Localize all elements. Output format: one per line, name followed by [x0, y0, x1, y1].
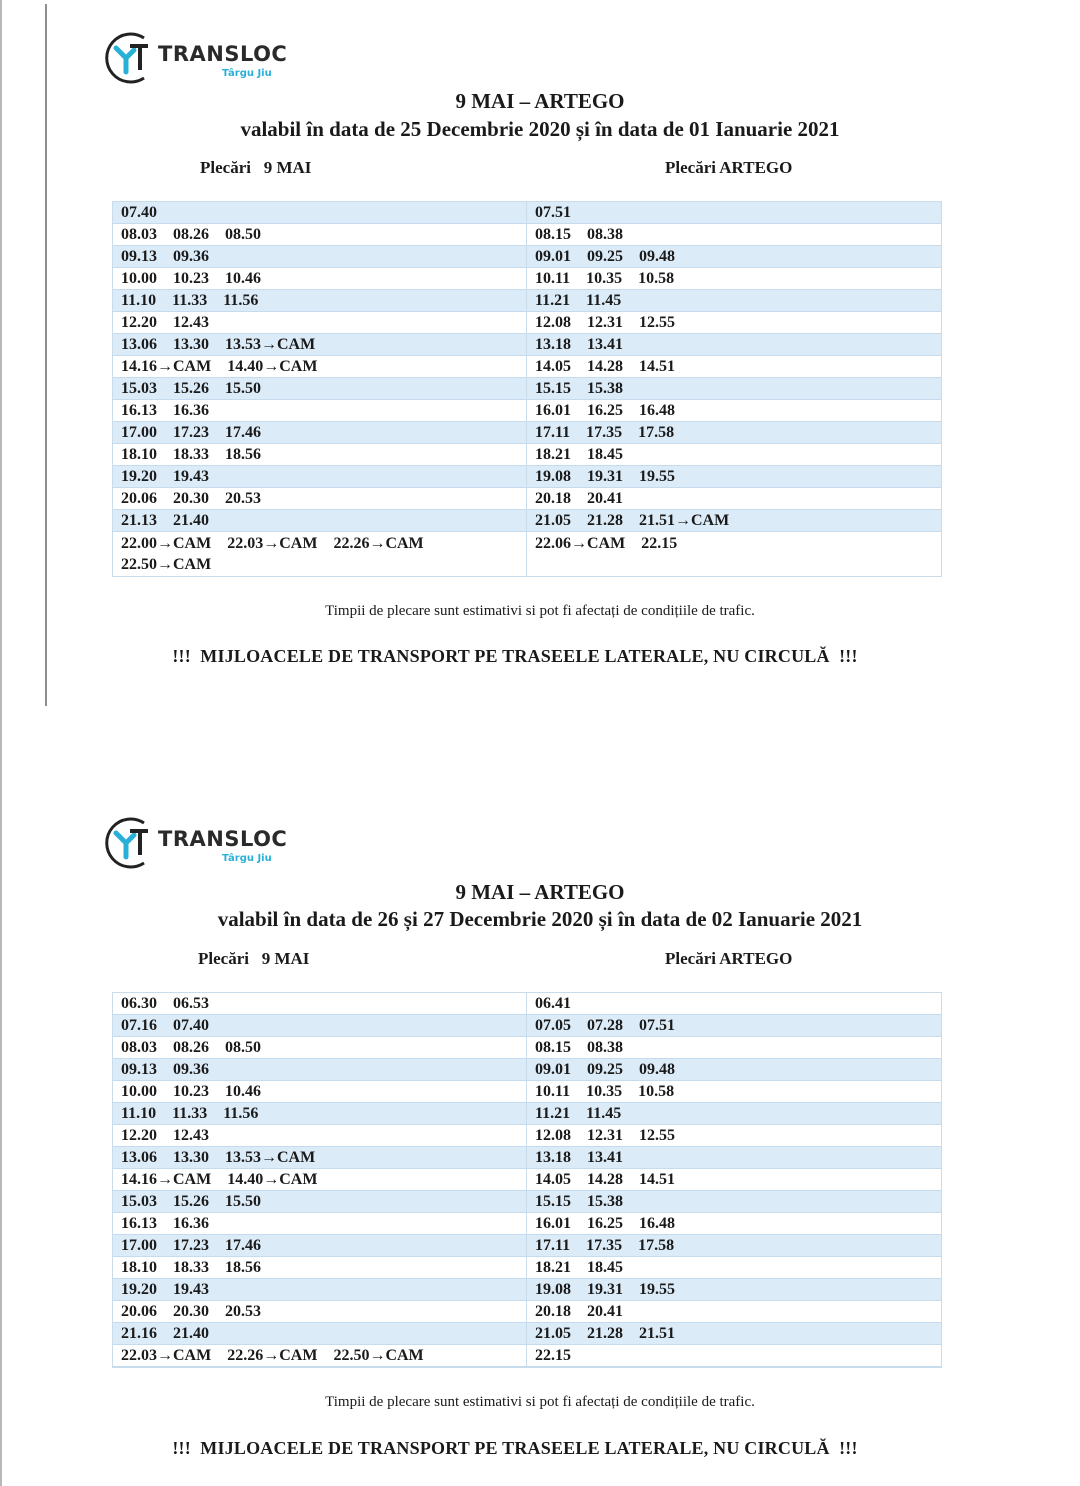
timetable-row	[527, 1257, 941, 1279]
timetable-row	[527, 290, 941, 312]
departure-time: 22.06→CAM	[535, 535, 626, 552]
timetable-row	[527, 466, 941, 488]
departure-time: 22.03→CAM	[121, 1347, 212, 1364]
timetable-row	[527, 1191, 941, 1213]
departure-time: 12.55	[639, 1127, 675, 1144]
departure-time: 07.05	[535, 1017, 571, 1034]
departure-time: 20.06	[121, 1303, 157, 1320]
departure-time: 11.33	[172, 1105, 208, 1122]
departure-time: 21.16	[121, 1325, 157, 1342]
departure-time: 17.58	[638, 1237, 675, 1254]
timetable-row	[527, 268, 941, 290]
timetable-row	[113, 1037, 526, 1059]
departure-time: 16.13	[121, 402, 157, 419]
departure-time: 16.01	[535, 402, 571, 419]
departure-time: 17.11	[535, 1237, 571, 1254]
departure-time: 20.41	[587, 490, 623, 507]
timetable-row	[113, 246, 526, 268]
departure-time: 08.26	[173, 1039, 209, 1056]
timetable-row	[113, 422, 526, 444]
timetable-row	[113, 1103, 526, 1125]
departures-9-mai-header: Plecări 9 MAI	[198, 949, 310, 968]
timetable-row	[527, 246, 941, 268]
departure-time: 10.11	[535, 270, 571, 287]
timetable-row	[113, 488, 526, 510]
timetable-row	[527, 378, 941, 400]
departure-time: 16.01	[535, 1215, 571, 1232]
departure-time: 15.38	[587, 1193, 623, 1210]
departure-time: 19.20	[121, 468, 157, 485]
timetable-row	[113, 1191, 526, 1213]
departure-time: 11.33	[172, 292, 208, 309]
departure-time: 20.18	[535, 490, 571, 507]
departure-time: 07.16	[121, 1017, 157, 1034]
timetable-row	[113, 312, 526, 334]
departure-time: 08.50	[225, 1039, 261, 1056]
departure-time: 10.23	[173, 1083, 209, 1100]
timetable-row	[527, 1235, 941, 1257]
departure-time: 10.00	[121, 1083, 157, 1100]
departure-time: 17.23	[173, 1237, 209, 1254]
departure-time: 13.41	[587, 336, 623, 353]
timetable-row	[113, 532, 526, 576]
departure-time: 11.10	[121, 292, 157, 309]
departure-time: 20.41	[587, 1303, 623, 1320]
departure-time: 16.48	[639, 402, 675, 419]
departure-time: 18.56	[225, 446, 261, 463]
departure-time: 09.01	[535, 1061, 571, 1078]
timetable-2	[112, 992, 942, 1368]
page-edge-divider	[0, 0, 2, 1486]
departure-time: 07.40	[121, 204, 157, 221]
departure-time: 22.03→CAM	[227, 535, 318, 552]
departure-time: 08.50	[225, 226, 261, 243]
timetable-row	[113, 1235, 526, 1257]
timetable-row	[527, 532, 941, 576]
departure-time: 10.35	[586, 1083, 623, 1100]
timetable-row	[527, 312, 941, 334]
transloc-logo-icon	[104, 815, 164, 871]
departure-time: 09.48	[639, 248, 675, 265]
departure-time: 08.38	[587, 226, 623, 243]
validity-subtitle: valabil în data de 26 și 27 Decembrie 2020 și în data de 02 Ianuarie 2021	[217, 907, 863, 931]
route-title: 9 MAI – ARTEGO	[455, 89, 625, 113]
departure-time: 20.53	[225, 490, 261, 507]
departure-time: 16.25	[587, 1215, 623, 1232]
timetable-row	[527, 1081, 941, 1103]
departure-time: 21.13	[121, 512, 157, 529]
timetable-row	[113, 1125, 526, 1147]
timetable-row	[527, 422, 941, 444]
departure-time: 15.26	[173, 380, 209, 397]
timetable-row	[527, 1037, 941, 1059]
departure-time: 12.08	[535, 314, 571, 331]
departure-time: 10.46	[225, 1083, 261, 1100]
departure-time: 10.46	[225, 270, 261, 287]
timetable-row	[527, 1323, 941, 1345]
timetable-row	[527, 1103, 941, 1125]
departure-time: 21.40	[173, 512, 209, 529]
departure-time: 13.06	[121, 1149, 157, 1166]
timetable-row	[527, 1345, 941, 1367]
departure-time: 16.13	[121, 1215, 157, 1232]
timetable-row	[113, 224, 526, 246]
departure-time: 14.40→CAM	[227, 358, 318, 375]
departure-time: 13.30	[173, 1149, 209, 1166]
departure-time: 07.40	[173, 1017, 209, 1034]
transloc-logo	[104, 815, 304, 875]
departure-time: 11.56	[223, 1105, 259, 1122]
timetable-row	[527, 400, 941, 422]
departure-time: 18.56	[225, 1259, 261, 1276]
departure-time: 13.53→CAM	[225, 336, 316, 353]
departure-time: 22.26→CAM	[227, 1347, 318, 1364]
departure-time: 09.13	[121, 248, 157, 265]
timetable-row	[113, 268, 526, 290]
timetable-row	[527, 356, 941, 378]
departure-time: 08.03	[121, 1039, 157, 1056]
timetable-row	[527, 224, 941, 246]
departure-time: 16.48	[639, 1215, 675, 1232]
departure-time: 15.50	[225, 380, 261, 397]
departure-time: 13.30	[173, 336, 209, 353]
timetable-row	[113, 1081, 526, 1103]
departure-time: 09.25	[587, 1061, 623, 1078]
timetable-row	[527, 1125, 941, 1147]
departure-time: 17.11	[535, 424, 571, 441]
departure-time: 17.35	[586, 1237, 623, 1254]
timetable-row	[113, 290, 526, 312]
departure-time: 12.08	[535, 1127, 571, 1144]
departure-time: 15.03	[121, 1193, 157, 1210]
timetable-2-artego-column	[527, 993, 941, 1367]
logo-brand-text: TRANSLOC	[158, 42, 288, 66]
departure-time: 08.03	[121, 226, 157, 243]
departure-time: 18.10	[121, 446, 157, 463]
departure-time: 19.31	[587, 468, 623, 485]
lateral-routes-warning: !!! MIJLOACELE DE TRANSPORT PE TRASEELE LATERALE, NU CIRCULĂ !!!	[172, 646, 858, 666]
departure-time: 09.13	[121, 1061, 157, 1078]
timetable-row	[113, 356, 526, 378]
route-title: 9 MAI – ARTEGO	[455, 880, 625, 904]
timetable-row	[113, 1015, 526, 1037]
timetable-row	[527, 1059, 941, 1081]
departure-time: 19.55	[639, 468, 675, 485]
timetable-row	[113, 1213, 526, 1235]
timetable-1-9-mai-column	[113, 202, 527, 576]
estimate-note: Timpii de plecare sunt estimativi si pot fi afectați de condițiile de trafic.	[325, 1394, 755, 1410]
departure-time: 21.40	[173, 1325, 209, 1342]
logo-city-text: Târgu Jiu	[222, 68, 272, 79]
departure-time: 17.58	[638, 424, 675, 441]
departure-time: 12.55	[639, 314, 675, 331]
lateral-routes-warning: !!! MIJLOACELE DE TRANSPORT PE TRASEELE LATERALE, NU CIRCULĂ !!!	[172, 1438, 858, 1458]
departure-time: 20.30	[173, 490, 209, 507]
departure-time: 13.18	[535, 336, 571, 353]
departure-time: 15.15	[535, 1193, 571, 1210]
timetable-row	[527, 510, 941, 532]
timetable-row	[113, 1301, 526, 1323]
timetable-row	[113, 202, 526, 224]
departure-time: 18.21	[535, 1259, 571, 1276]
timetable-2-9-mai-column	[113, 993, 527, 1367]
timetable-row	[527, 1015, 941, 1037]
timetable-row	[527, 444, 941, 466]
departure-time: 21.51→CAM	[639, 512, 730, 529]
timetable-row	[527, 1169, 941, 1191]
timetable-row	[527, 1301, 941, 1323]
departure-time: 19.43	[173, 1281, 209, 1298]
estimate-note: Timpii de plecare sunt estimativi si pot fi afectați de condițiile de trafic.	[325, 603, 755, 619]
departure-time: 11.21	[535, 1105, 571, 1122]
departure-time: 15.15	[535, 380, 571, 397]
validity-subtitle: valabil în data de 25 Decembrie 2020 și în data de 01 Ianuarie 2021	[240, 117, 840, 141]
departure-time: 11.56	[223, 292, 259, 309]
departure-time: 15.50	[225, 1193, 261, 1210]
timetable-row	[113, 1257, 526, 1279]
departure-time: 10.58	[638, 1083, 675, 1100]
departure-time: 22.15	[535, 1347, 571, 1364]
departure-time: 21.28	[587, 512, 623, 529]
timetable-row	[113, 1059, 526, 1081]
departure-time: 20.06	[121, 490, 157, 507]
departure-time: 07.28	[587, 1017, 623, 1034]
logo-city-text: Târgu Jiu	[222, 853, 272, 864]
departure-time: 21.05	[535, 512, 571, 529]
departure-time: 08.26	[173, 226, 209, 243]
timetable-1	[112, 201, 942, 577]
timetable-row	[113, 1147, 526, 1169]
timetable-row	[527, 1147, 941, 1169]
departure-time: 06.41	[535, 995, 571, 1012]
departure-time: 14.28	[587, 1171, 623, 1188]
departure-time: 17.00	[121, 1237, 157, 1254]
departure-time: 06.30	[121, 995, 157, 1012]
timetable-row	[113, 1169, 526, 1191]
departure-time: 16.36	[173, 1215, 209, 1232]
departure-time: 07.51	[639, 1017, 675, 1034]
timetable-row	[527, 334, 941, 356]
departure-time: 18.45	[587, 446, 623, 463]
departure-time: 18.45	[587, 1259, 623, 1276]
departure-time: 13.06	[121, 336, 157, 353]
transloc-logo	[104, 30, 304, 90]
timetable-row	[113, 1345, 526, 1367]
timetable-row	[527, 993, 941, 1015]
departure-time: 17.00	[121, 424, 157, 441]
departure-time: 19.08	[535, 1281, 571, 1298]
departure-time: 22.00→CAM	[121, 535, 212, 552]
departure-time: 19.55	[639, 1281, 675, 1298]
departure-time: 09.36	[173, 1061, 209, 1078]
departure-time: 16.36	[173, 402, 209, 419]
timetable-row	[113, 993, 526, 1015]
timetable-row	[113, 400, 526, 422]
departure-time: 12.31	[587, 1127, 623, 1144]
timetable-row	[527, 1279, 941, 1301]
departure-time: 18.33	[173, 446, 209, 463]
departure-time: 10.00	[121, 270, 157, 287]
departure-time: 17.46	[225, 1237, 261, 1254]
departure-time: 14.40→CAM	[227, 1171, 318, 1188]
departure-time: 15.38	[587, 380, 623, 397]
departure-time: 09.25	[587, 248, 623, 265]
timetable-row	[113, 466, 526, 488]
departure-time: 20.30	[173, 1303, 209, 1320]
departure-time: 14.05	[535, 1171, 571, 1188]
timetable-row	[113, 378, 526, 400]
departure-time: 07.51	[535, 204, 571, 221]
departure-time: 21.05	[535, 1325, 571, 1342]
departure-time: 08.15	[535, 1039, 571, 1056]
departures-artego-header: Plecări ARTEGO	[665, 949, 793, 968]
departure-time: 11.21	[535, 292, 571, 309]
departure-time: 09.36	[173, 248, 209, 265]
departure-time: 18.33	[173, 1259, 209, 1276]
departure-time: 13.18	[535, 1149, 571, 1166]
departure-time: 19.08	[535, 468, 571, 485]
departure-time: 14.51	[639, 358, 675, 375]
departure-time: 12.20	[121, 314, 157, 331]
departure-time: 06.53	[173, 995, 209, 1012]
departure-time: 13.41	[587, 1149, 623, 1166]
departure-time: 17.46	[225, 424, 261, 441]
departure-time: 14.05	[535, 358, 571, 375]
departure-time: 14.28	[587, 358, 623, 375]
timetable-row	[527, 1213, 941, 1235]
departure-time: 16.25	[587, 402, 623, 419]
departure-time: 21.28	[587, 1325, 623, 1342]
departure-time: 21.51	[639, 1325, 675, 1342]
departure-time: 17.35	[586, 424, 623, 441]
departure-time: 22.15	[641, 535, 678, 552]
departure-time: 15.26	[173, 1193, 209, 1210]
departure-time: 08.15	[535, 226, 571, 243]
timetable-row	[113, 510, 526, 532]
departure-time: 12.31	[587, 314, 623, 331]
departure-time: 13.53→CAM	[225, 1149, 316, 1166]
departure-time: 19.31	[587, 1281, 623, 1298]
departure-time: 20.53	[225, 1303, 261, 1320]
departure-time: 17.23	[173, 424, 209, 441]
departure-time: 11.45	[586, 1105, 622, 1122]
departure-time: 14.16→CAM	[121, 1171, 212, 1188]
departure-time: 12.20	[121, 1127, 157, 1144]
timetable-row	[527, 202, 941, 224]
departure-time: 18.10	[121, 1259, 157, 1276]
timetable-row	[527, 488, 941, 510]
departure-time: 18.21	[535, 446, 571, 463]
timetable-1-artego-column	[527, 202, 941, 576]
timetable-row	[113, 334, 526, 356]
departure-time: 10.58	[638, 270, 675, 287]
departure-time: 09.01	[535, 248, 571, 265]
departure-time: 12.43	[173, 1127, 209, 1144]
transloc-logo-icon	[104, 30, 164, 86]
timetable-row	[113, 1323, 526, 1345]
logo-brand-text: TRANSLOC	[158, 827, 288, 851]
departure-time: 22.50→CAM	[121, 556, 212, 573]
departure-time: 09.48	[639, 1061, 675, 1078]
departure-time: 14.16→CAM	[121, 358, 212, 375]
departure-time: 19.20	[121, 1281, 157, 1298]
departure-time: 10.35	[586, 270, 623, 287]
departure-time: 20.18	[535, 1303, 571, 1320]
departure-time: 11.10	[121, 1105, 157, 1122]
departure-time: 14.51	[639, 1171, 675, 1188]
departures-artego-header: Plecări ARTEGO	[665, 158, 793, 177]
departures-9-mai-header: Plecări 9 MAI	[200, 158, 312, 177]
timetable-row	[113, 1279, 526, 1301]
departure-time: 08.38	[587, 1039, 623, 1056]
departure-time: 19.43	[173, 468, 209, 485]
departure-time: 10.11	[535, 1083, 571, 1100]
departure-time: 12.43	[173, 314, 209, 331]
departure-time: 11.45	[586, 292, 622, 309]
departure-time: 15.03	[121, 380, 157, 397]
departure-time: 22.26→CAM	[333, 535, 424, 552]
departure-time: 22.50→CAM	[333, 1347, 424, 1364]
timetable-row	[113, 444, 526, 466]
departure-time: 10.23	[173, 270, 209, 287]
